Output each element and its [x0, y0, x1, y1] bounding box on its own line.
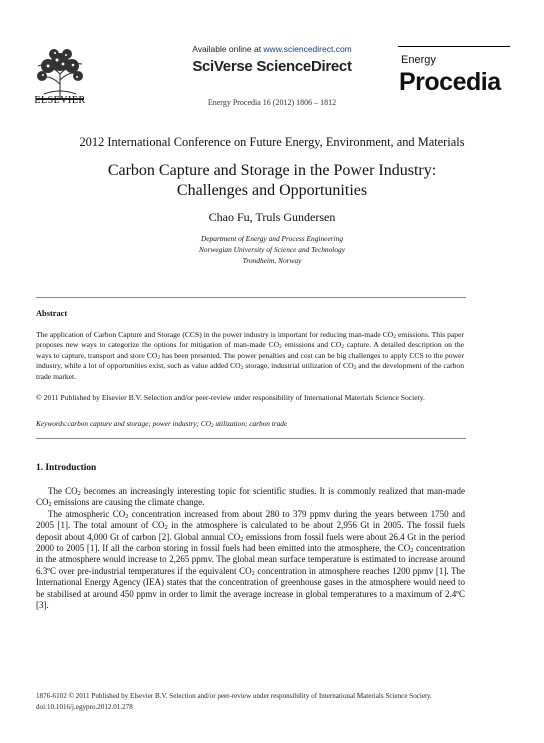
- divider-top: [36, 297, 466, 298]
- footer-doi[interactable]: doi:10.1016/j.egypro.2012.01.278: [36, 703, 133, 711]
- abstract-heading: Abstract: [36, 309, 68, 318]
- paper-title: [40, 161, 504, 201]
- journal-logo-small: Energy: [401, 54, 436, 66]
- journal-logo-big: Procedia: [399, 68, 501, 96]
- title-line-1: Carbon Capture and Storage in the Power Industry:: [107, 162, 437, 179]
- conference-name: 2012 International Conference on Future Energy, Environment, and Materials: [79, 135, 465, 149]
- footer: [36, 691, 496, 713]
- introduction-heading: 1. Introduction: [36, 463, 97, 473]
- authors: Chao Fu, Truls Gundersen: [208, 210, 336, 224]
- journal-logo-rule: [398, 46, 510, 47]
- affiliation: [0, 234, 544, 266]
- affiliation-location: Trondheim, Norway: [242, 255, 302, 265]
- affiliation-university: Norwegian University of Science and Technology: [198, 244, 346, 254]
- publisher-logo-text: ELSEVIER: [34, 95, 86, 106]
- abstract-text: The application of Carbon Capture and Storage (CCS) in the power industry is important for reducing man-made $CO_2$ emissions. This paper proposes new ways to categorize the options for mitigation of man-made $CO_2$ emissions and $CO_2$ capture. A detailed description on the ways to capture, transport and store $CO_2$ has been presented. The power penalties and cost can be big challenges to apply CCS to the power industry, while a lot of opportunities exist, such as value added $CO_2$ storage, industrial utilization of $CO_2$ and the development of the carbon trade market.: [36, 330, 465, 381]
- divider-bottom: [36, 438, 466, 439]
- title-line-2: Challenges and Opportunities: [176, 182, 368, 199]
- available-prefix: Available online at: [192, 44, 264, 54]
- introduction-body: [36, 486, 465, 611]
- affiliation-department: Department of Energy and Process Engineering: [200, 234, 344, 243]
- copyright-notice: © 2011 Published by Elsevier B.V. Selection and/or peer-review under responsibility of International Materials Science Society.: [36, 393, 425, 402]
- intro-paragraph-2: The atmospheric $CO_2$ concentration increased from about 280 to 379 ppmv during the years between 1750 and 2005 [1]. The total amount of $CO_2$ in the atmosphere is calculated to be about 2,956 Gt in 2005. The fossil fuels deposit about 4,000 Gt of carbon [2]. Global annual $CO_2$ emissions from fossil fuels were about 26.4 Gt in the period 2000 to 2005 [1]. If all the carbon storing in fossil fuels had been emitted into the atmosphere, the $CO_2$ concentration in the atmosphere would increase to 2,265 ppmv. The global mean surface temperature is estimated to increase around 6.3ºC over pre-industrial temperatures if the equivalent $CO_2$ concentration in atmosphere reaches 1200 ppmv [1]. The International Energy Agency (IEA) states that the concentration of greenhouse gases in the atmosphere would need to be stabilised at around 450 ppmv in order to limit the average increase in global temperatures to a maximum of 2.4ºC [3].: [36, 508, 466, 611]
- keywords: Keywords:carbon capture and storage; power industry; $CO_2$ utilization; carbon trade: [36, 419, 288, 429]
- platform-name: SciVerse ScienceDirect: [192, 58, 352, 75]
- journal-citation: Energy Procedia 16 (2012) 1806 – 1812: [207, 98, 337, 107]
- footer-issn-line: 1876-6102 © 2011 Published by Elsevier B.V. Selection and/or peer-review under responsibility of International Materials Science Society.: [36, 692, 432, 700]
- intro-paragraph-1: The $CO_2$ becomes an increasingly interesting topic for scientific studies. It is commonly realized that man-made $CO_2$ emissions are causing the climate change.: [36, 486, 465, 509]
- sciencedirect-link[interactable]: www.sciencedirect.com: [263, 44, 352, 54]
